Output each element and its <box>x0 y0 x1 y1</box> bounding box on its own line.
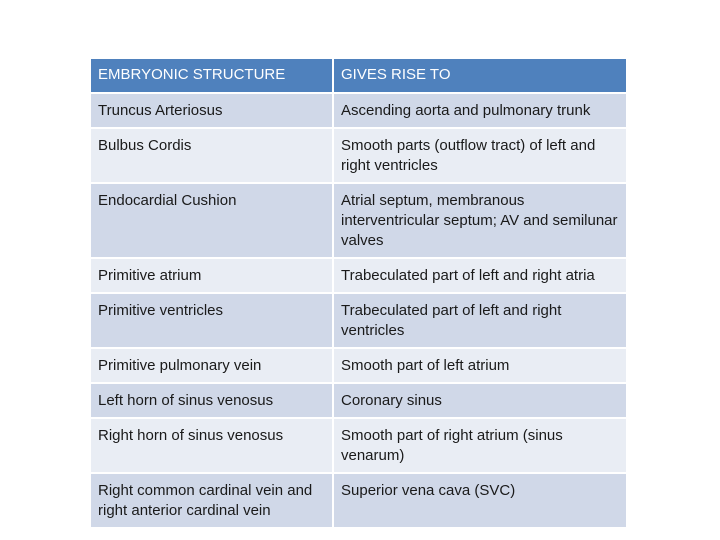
gives-rise-to-cell: Coronary sinus <box>334 384 626 419</box>
embryonic-structure-cell: Right horn of sinus venosus <box>91 419 334 474</box>
embryology-table <box>91 59 626 529</box>
embryonic-structure-cell: Primitive atrium <box>91 259 334 294</box>
table-row <box>91 419 626 474</box>
table-row <box>91 259 626 294</box>
header-embryonic-structure: EMBRYONIC STRUCTURE <box>91 59 334 94</box>
embryonic-structure-cell: Truncus Arteriosus <box>91 94 334 129</box>
gives-rise-to-cell: Smooth part of right atrium (sinus venarum) <box>334 419 626 474</box>
table-row <box>91 94 626 129</box>
gives-rise-to-cell: Ascending aorta and pulmonary trunk <box>334 94 626 129</box>
gives-rise-to-cell: Smooth part of left atrium <box>334 349 626 384</box>
gives-rise-to-cell: Superior vena cava (SVC) <box>334 474 626 529</box>
table-row <box>91 129 626 184</box>
gives-rise-to-cell: Smooth parts (outflow tract) of left and right ventricles <box>334 129 626 184</box>
table-header-row <box>91 59 626 94</box>
gives-rise-to-cell: Atrial septum, membranous interventricular septum; AV and semilunar valves <box>334 184 626 259</box>
embryonic-structure-cell: Primitive ventricles <box>91 294 334 349</box>
embryonic-structure-cell: Left horn of sinus venosus <box>91 384 334 419</box>
embryonic-structure-cell: Endocardial Cushion <box>91 184 334 259</box>
embryonic-structure-cell: Primitive pulmonary vein <box>91 349 334 384</box>
header-gives-rise-to: GIVES RISE TO <box>334 59 626 94</box>
embryonic-structure-cell: Bulbus Cordis <box>91 129 334 184</box>
gives-rise-to-cell: Trabeculated part of left and right ventricles <box>334 294 626 349</box>
embryonic-structure-cell: Right common cardinal vein and right anterior cardinal vein <box>91 474 334 529</box>
table-row <box>91 384 626 419</box>
gives-rise-to-cell: Trabeculated part of left and right atria <box>334 259 626 294</box>
table-row <box>91 184 626 259</box>
table-row <box>91 474 626 529</box>
table-row <box>91 349 626 384</box>
table-row <box>91 294 626 349</box>
